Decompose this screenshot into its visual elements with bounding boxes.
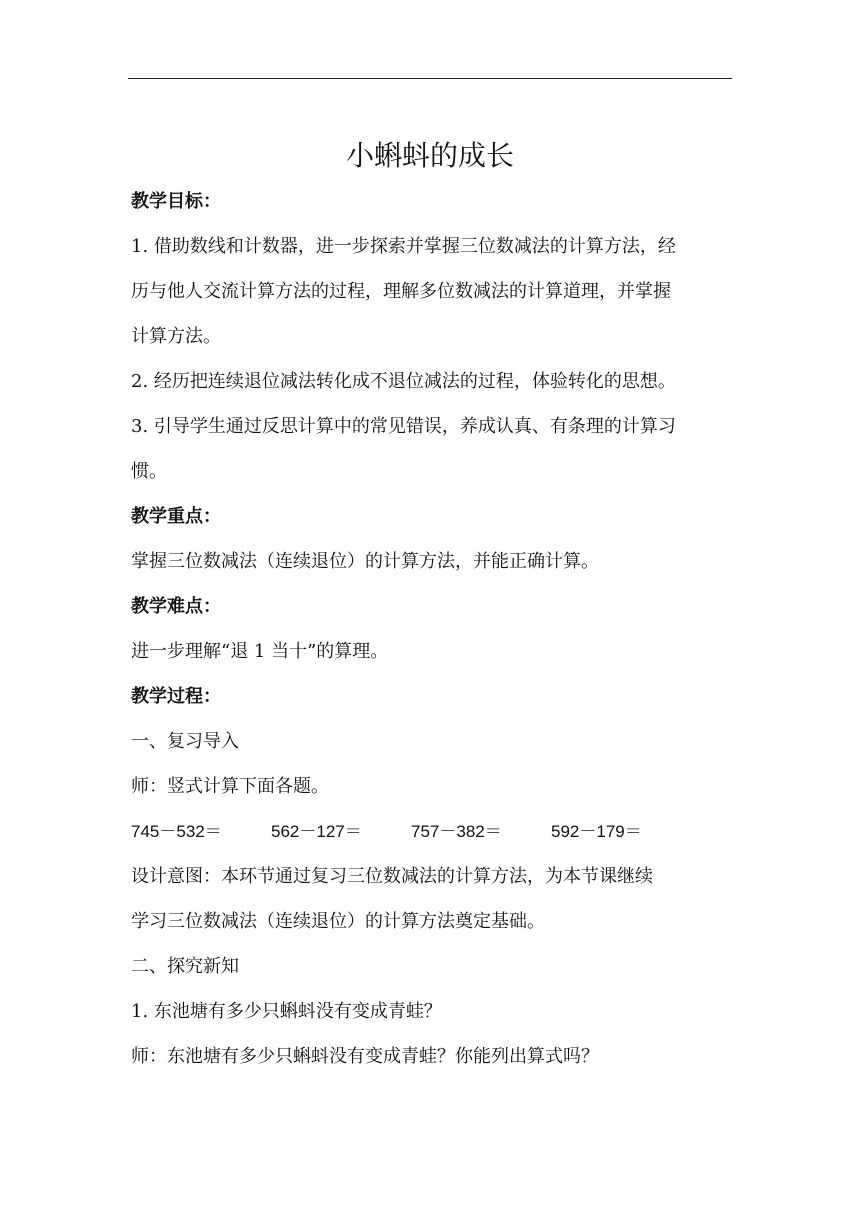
key-points-text: 掌握三位数减法（连续退位）的计算方法，并能正确计算。 — [131, 551, 599, 572]
section-1-title: 一、复习导入 — [131, 731, 239, 752]
document-title: 小蝌蚪的成长 — [345, 139, 514, 172]
exercise-2: 562－127＝ — [271, 822, 362, 841]
objective-3-line-2: 惯。 — [131, 461, 167, 482]
design-intent-line-2: 学习三位数减法（连续退位）的计算方法奠定基础。 — [131, 911, 545, 932]
process-heading: 教学过程： — [131, 686, 221, 707]
exercise-3: 757－382＝ — [411, 822, 502, 841]
objectives-heading: 教学目标： — [131, 191, 221, 212]
objective-1-line-1: 1. 借助数线和计数器，进一步探索并掌握三位数减法的计算方法，经 — [131, 236, 676, 257]
teacher-prompt-1: 师：竖式计算下面各题。 — [131, 776, 329, 797]
exercise-1: 745－532＝ — [131, 822, 222, 841]
objective-1-line-3: 计算方法。 — [131, 326, 221, 347]
difficulty-heading: 教学难点： — [131, 596, 221, 617]
teacher-prompt-2: 师：东池塘有多少只蝌蚪没有变成青蛙？你能列出算式吗？ — [131, 1046, 599, 1067]
objective-3-line-1: 3. 引导学生通过反思计算中的常见错误，养成认真、有条理的计算习 — [131, 416, 676, 437]
objective-1-line-2: 历与他人交流计算方法的过程，理解多位数减法的计算道理，并掌握 — [131, 281, 671, 302]
exercise-row — [131, 819, 737, 845]
design-intent-line-1: 设计意图：本环节通过复习三位数减法的计算方法，为本节课继续 — [131, 866, 653, 887]
question-1: 1. 东池塘有多少只蝌蚪没有变成青蛙？ — [131, 1001, 442, 1022]
exercise-4: 592－179＝ — [551, 822, 642, 841]
header-rule — [128, 78, 732, 79]
key-points-heading: 教学重点： — [131, 506, 221, 527]
objective-2: 2. 经历把连续退位减法转化成不退位减法的过程，体验转化的思想。 — [131, 371, 676, 392]
difficulty-text: 进一步理解“退 1 当十”的算理。 — [131, 641, 389, 662]
section-2-title: 二、探究新知 — [131, 956, 239, 977]
